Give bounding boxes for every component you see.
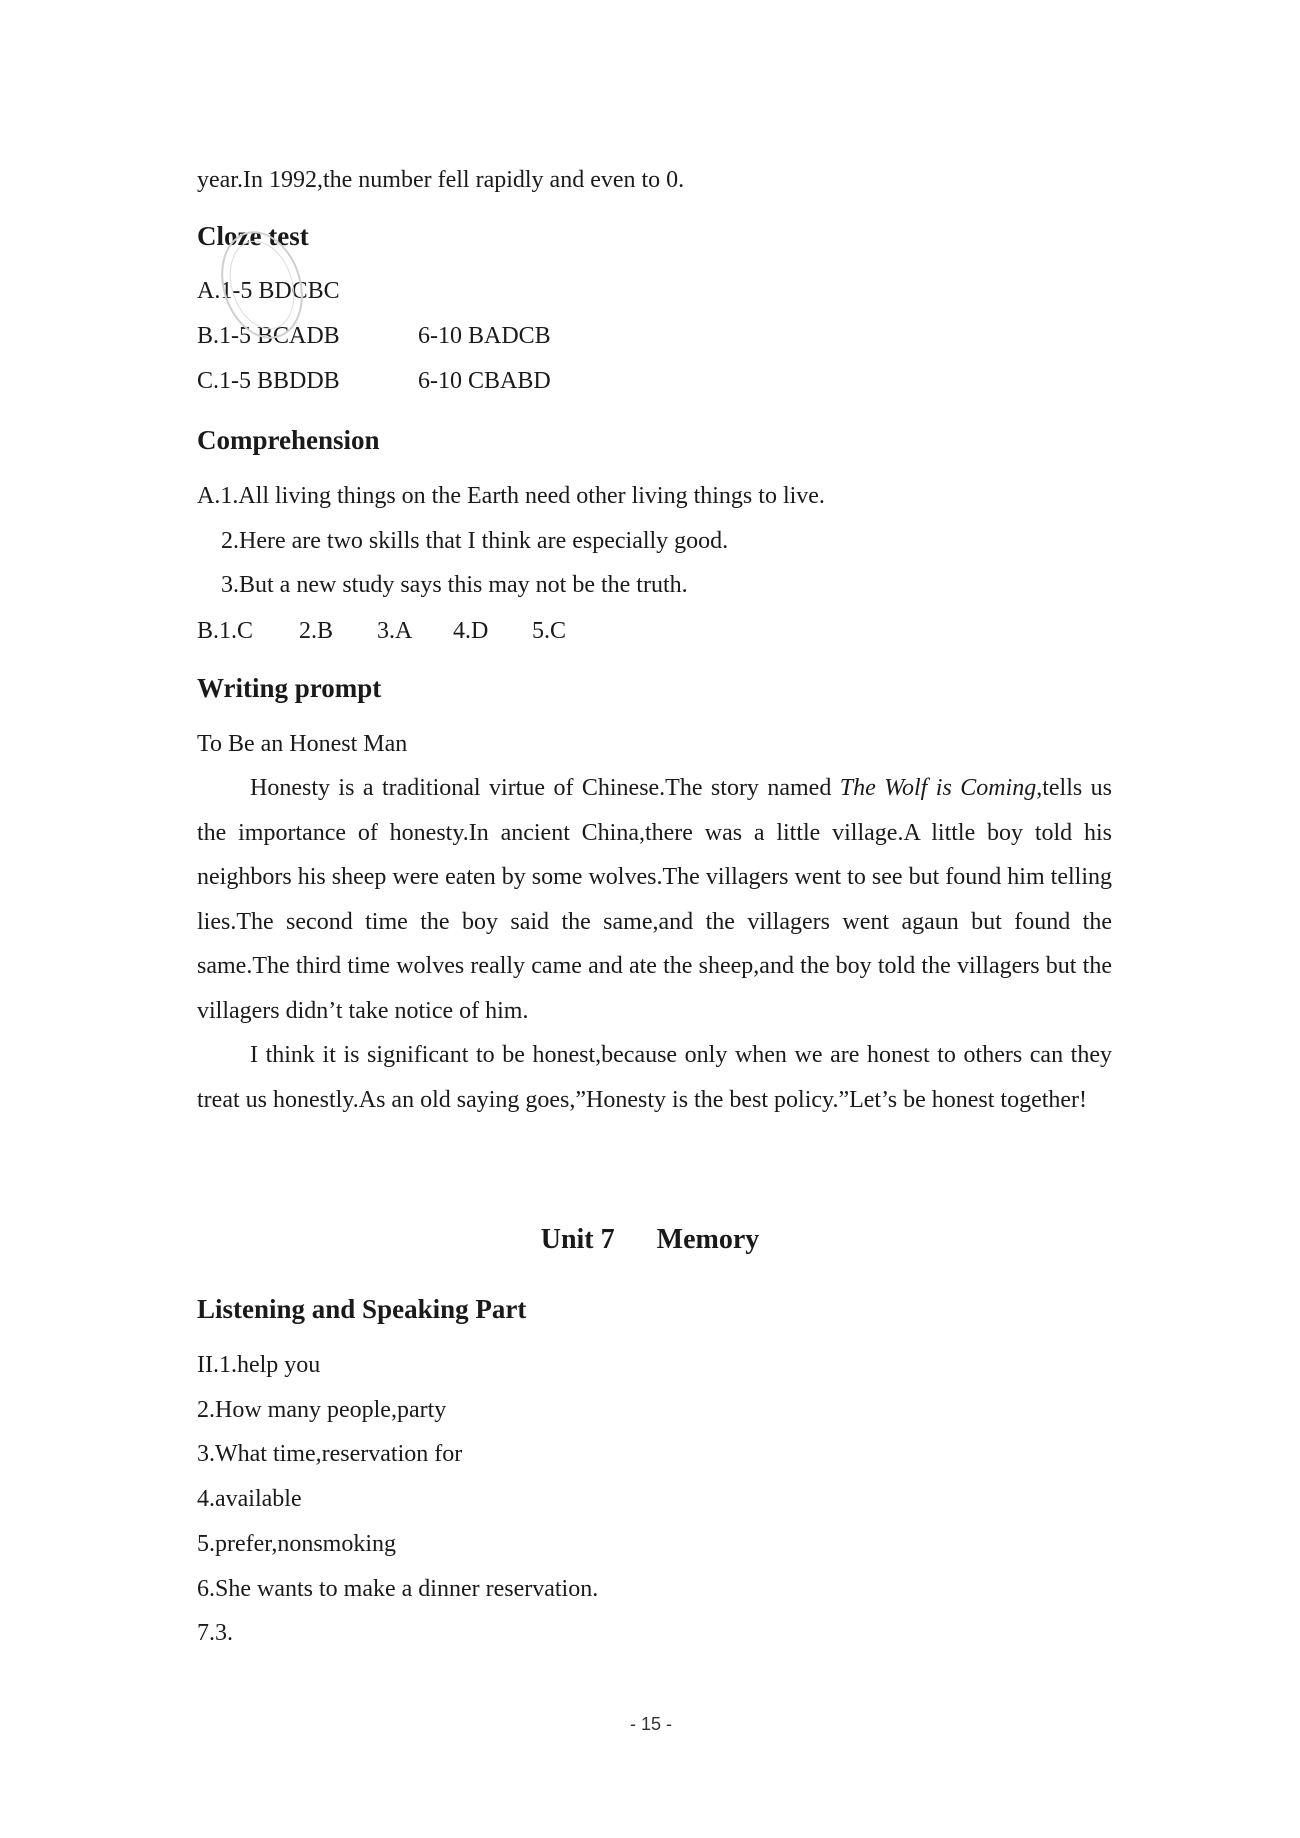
listening-item: 6.She wants to make a dinner reservation. [197,1576,599,1602]
cloze-answer-2: 6-10 BADCB [418,323,551,349]
page-number: - 15 - [630,1714,673,1734]
listening-heading: Listening and Speaking Part [197,1294,527,1324]
choice-answer: 2.B [299,618,334,644]
cloze-row-b [197,321,551,351]
cloze-row-a [197,276,340,306]
essay-paragraph-1: Honesty is a traditional virtue of Chinese.The story named The Wolf is Coming,tells us the importance of honesty.In ancient China,there was a little village.A little boy told his neighbors his sheep were eaten by some wolves.The villagers went to see but found him telling lies.The second time the boy said the same,and the villagers went agaun but found the same.The third time wolves really came and ate the sheep,and the boy told the villagers but the villagers didn’t take notice of him. [197,775,1113,1024]
comprehension-a2: 2.Here are two skills that I think are especially good. [221,528,729,554]
comprehension-b-row [197,616,697,646]
essay-title: To Be an Honest Man [197,731,408,757]
cloze-answer: B.1-5 BCADB [197,323,340,349]
comprehension-heading: Comprehension [197,425,380,455]
listening-item: 2.How many people,party [197,1397,447,1423]
cloze-answer-2: 6-10 CBABD [418,368,551,394]
listening-item: 4.available [197,1486,302,1512]
comprehension-a1: A.1.All living things on the Earth need other living things to live. [197,483,825,509]
choice-answer: 4.D [453,618,489,644]
cloze-heading: Cloze test [197,221,309,251]
comprehension-a3: 3.But a new study says this may not be the truth. [221,572,688,598]
intro-line: year.In 1992,the number fell rapidly and even to 0. [197,167,685,193]
story-title: The Wolf is Coming [839,775,1037,801]
cloze-answer: A.1-5 BDCBC [197,278,340,304]
writing-heading: Writing prompt [197,673,382,703]
choice-answer: B.1.C [197,618,254,644]
essay-paragraph-2: I think it is significant to be honest,because only when we are honest to others can they treat us honestly.As an old saying goes,”Honesty is the best policy.”Let’s be honest together! [197,1042,1112,1113]
unit-title: Unit 7 Memory [540,1224,760,1255]
cloze-answer: C.1-5 BBDDB [197,368,340,394]
listening-item: II.1.help you [197,1352,321,1378]
listening-item: 7.3. [197,1620,233,1646]
choice-answer: 3.A [377,618,413,644]
choice-answer: 5.C [532,618,567,644]
listening-item: 5.prefer,nonsmoking [197,1531,396,1557]
listening-item: 3.What time,reservation for [197,1441,463,1467]
cloze-row-c [197,366,551,396]
